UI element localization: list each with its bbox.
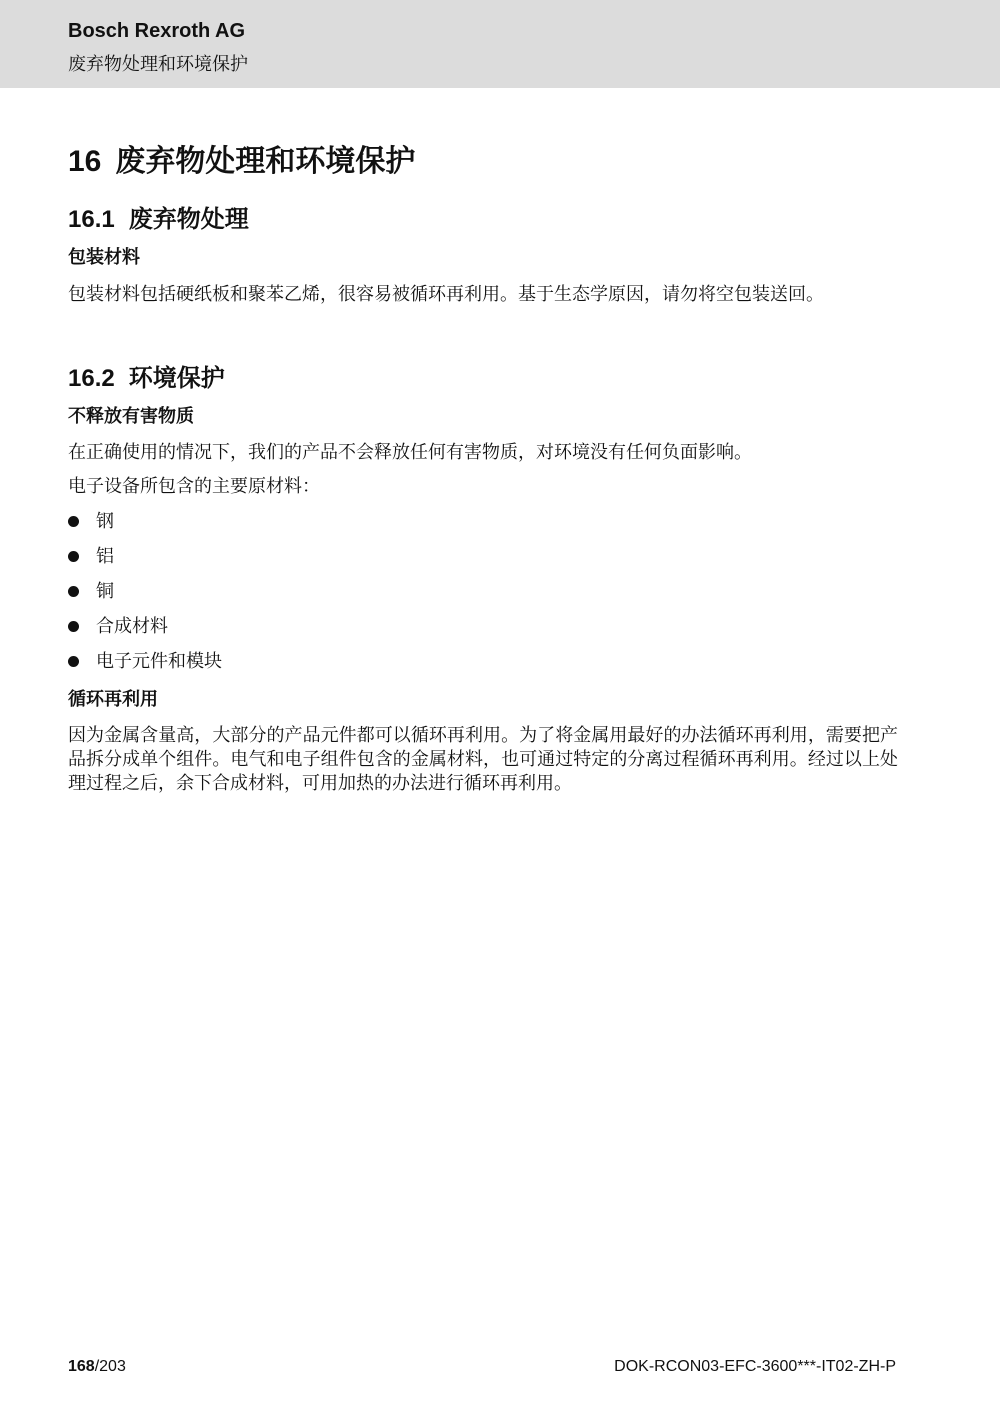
page-header bbox=[0, 0, 1000, 88]
subheading-no-harmful: 不释放有害物质 bbox=[68, 406, 194, 427]
paragraph-no-harmful: 在正确使用的情况下，我们的产品不会释放任何有害物质，对环境没有任何负面影响。 bbox=[68, 442, 752, 463]
bullet-icon bbox=[68, 656, 79, 667]
paragraph-materials-intro: 电子设备所包含的主要原材料： bbox=[68, 476, 320, 497]
list-item: 合成材料 bbox=[68, 609, 222, 644]
list-item: 钢 bbox=[68, 504, 222, 539]
document-id: DOK-RCON03-EFC-3600***-IT02-ZH-P bbox=[614, 1358, 896, 1375]
subheading-packaging: 包装材料 bbox=[68, 247, 140, 268]
header-subtitle: 废弃物处理和环境保护 bbox=[68, 54, 248, 75]
page-number: 168/203 bbox=[68, 1358, 126, 1375]
list-item: 铜 bbox=[68, 574, 222, 609]
subheading-recycling: 循环再利用 bbox=[68, 689, 158, 710]
bullet-icon bbox=[68, 621, 79, 632]
list-item: 铝 bbox=[68, 539, 222, 574]
bullet-icon bbox=[68, 586, 79, 597]
chapter-title: 废弃物处理和环境保护 bbox=[115, 144, 416, 179]
section-title: 环境保护 bbox=[128, 364, 225, 392]
list-item: 电子元件和模块 bbox=[68, 644, 222, 679]
chapter-heading bbox=[68, 136, 415, 180]
bullet-icon bbox=[68, 516, 79, 527]
bullet-icon bbox=[68, 551, 79, 562]
section-heading-16-1 bbox=[68, 199, 249, 234]
paragraph-recycling: 因为金属含量高，大部分的产品元件都可以循环再利用。为了将金属用最好的办法循环再利用，需要把产品拆分成单个组件。电气和电子组件包含的金属材料，也可通过特定的分离过程循环再利用。经过以上处理过程之后，余下合成材料，可用加热的办法进行循环再利用。 bbox=[68, 725, 898, 794]
section-heading-16-2 bbox=[68, 358, 225, 393]
section-title: 废弃物处理 bbox=[128, 205, 249, 233]
section-number: 16.1 bbox=[68, 206, 115, 233]
section-number: 16.2 bbox=[68, 365, 115, 392]
paragraph-packaging: 包装材料包括硬纸板和聚苯乙烯，很容易被循环再利用。基于生态学原因，请勿将空包装送回。 bbox=[68, 284, 824, 305]
company-name: Bosch Rexroth AG bbox=[68, 20, 246, 42]
chapter-number: 16 bbox=[68, 145, 102, 178]
materials-list bbox=[68, 504, 222, 679]
